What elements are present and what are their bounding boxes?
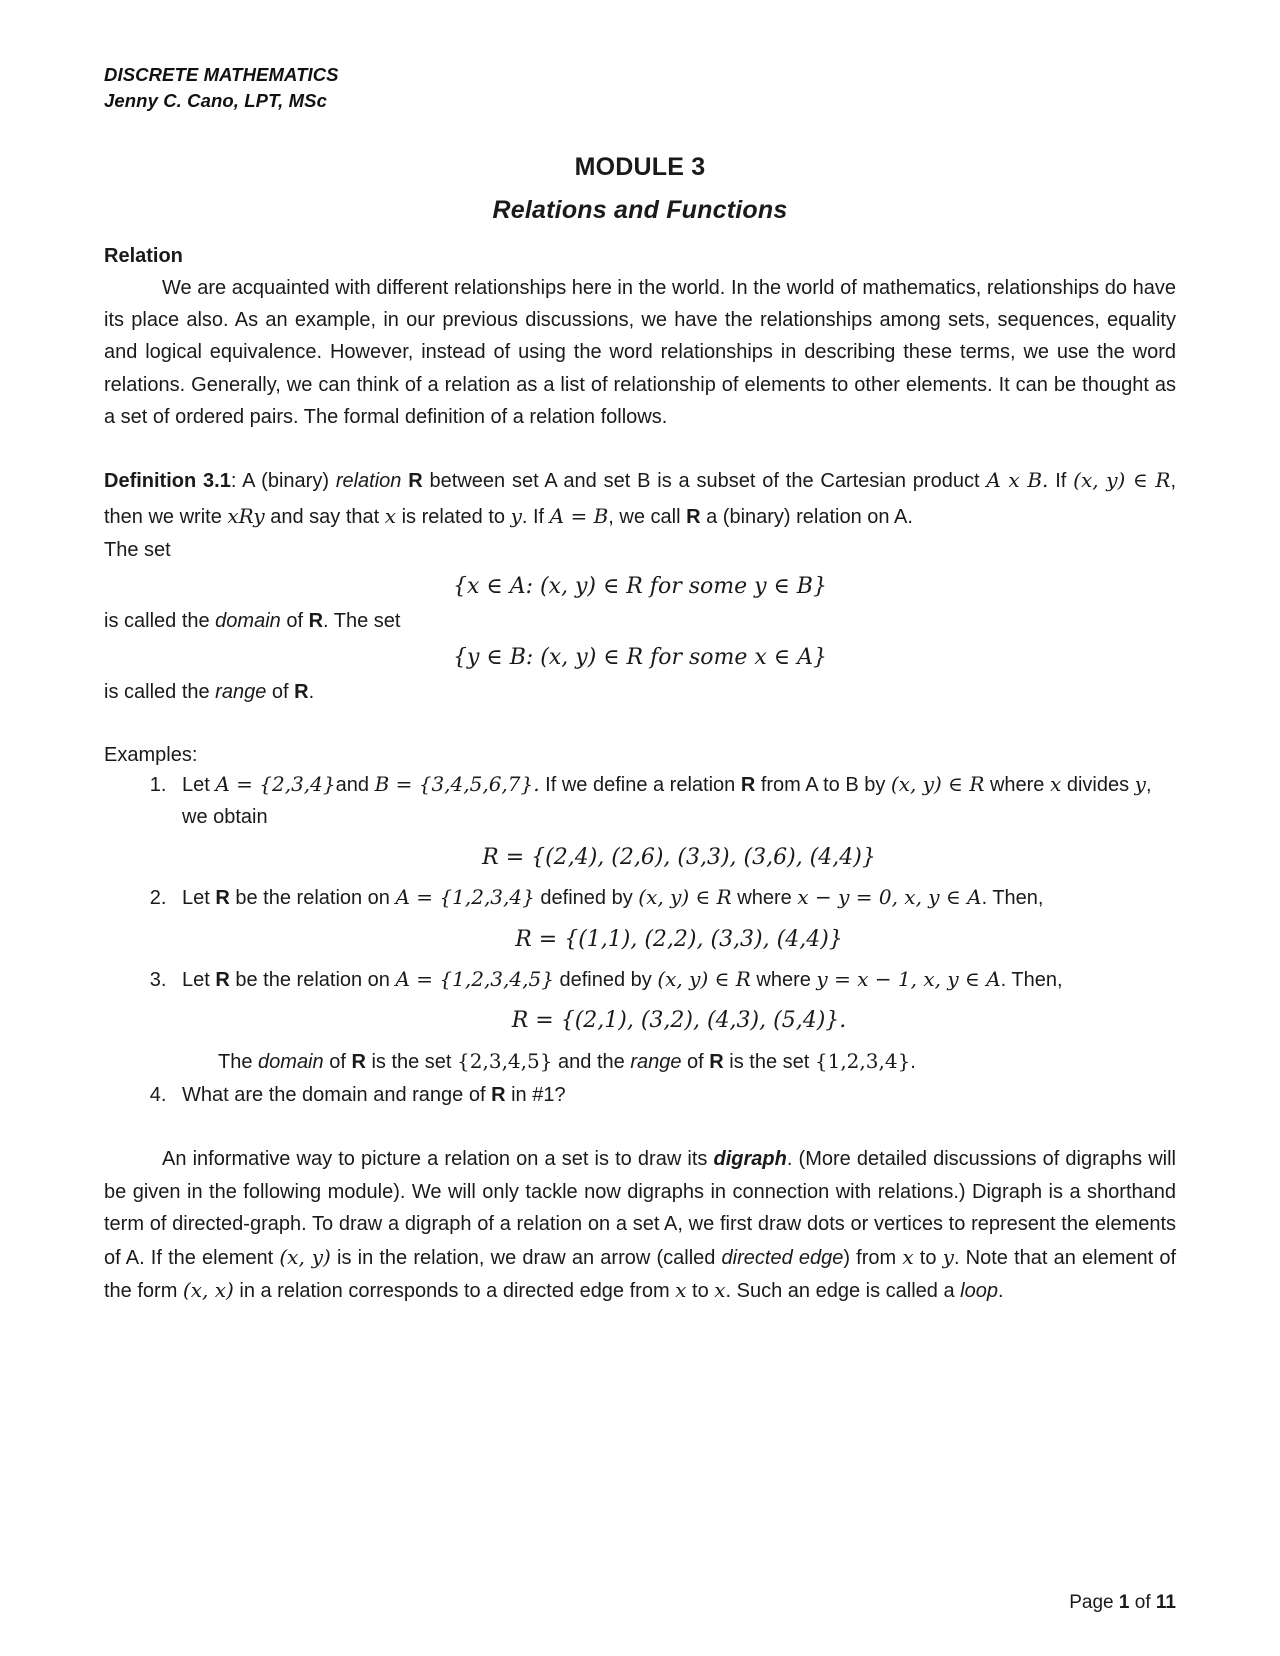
- example3-p5: . Then,: [1000, 968, 1063, 991]
- range-caption: [104, 676, 1176, 708]
- example1-var-x: x: [1049, 772, 1062, 797]
- example4-p1: What are the domain and range of: [182, 1083, 492, 1106]
- range-word: range: [215, 681, 267, 704]
- range-caption-pre: is called the: [104, 681, 216, 704]
- list-item: [172, 769, 1176, 876]
- intro-paragraph-text: We are acquainted with different relationships here in the world. In the world of mathematics, relationships do have its place also. As an example, in our previous discussions, we have the relationships among sets, sequences, equality and logical equivalence. However, instead of using the word relationships in describing these terms, we use the word relations. Generally, we can think of a relation as a list of relationship of elements to other elements. It can be thought as a set of ordered pairs. The formal definition of a relation follows.: [104, 276, 1176, 429]
- definition-text-6: is related to: [396, 505, 511, 528]
- directed-edge-word: directed edge: [721, 1246, 844, 1269]
- digraph-pair-xy: (x, y): [279, 1244, 331, 1269]
- example2-p5: . Then,: [981, 887, 1044, 910]
- spacer: [104, 433, 1176, 463]
- example3-domain-range-note: [218, 1045, 1176, 1078]
- footer-page-number: 1: [1118, 1592, 1130, 1613]
- digraph-var-x-2: x: [675, 1278, 687, 1303]
- definition-cartesian-product: A x B.: [986, 468, 1049, 493]
- list-item: [172, 1080, 1176, 1112]
- spacer: [104, 1113, 1176, 1143]
- digraph-text-1: An informative way to picture a relation on a set is to draw its: [162, 1148, 714, 1171]
- digraph-text-6: . Note that an element of the form: [104, 1246, 1177, 1303]
- definition-text-7: . If: [521, 505, 550, 528]
- example3-domain-word: domain: [258, 1050, 324, 1073]
- definition-a-equals-b: A = B: [549, 503, 609, 528]
- examples-list: [104, 769, 1176, 1111]
- example1-p1: Let: [182, 774, 216, 797]
- domain-caption-post: of: [280, 610, 309, 633]
- example1-set-a: A = {2,3,4}: [215, 772, 336, 797]
- digraph-text-3: is in the relation, we draw an arrow (called: [330, 1246, 722, 1269]
- definition-text-4: , then we write: [104, 470, 1176, 528]
- example3-range-set: {1,2,3,4}: [814, 1048, 911, 1073]
- example2-r-bold: R: [215, 887, 230, 910]
- footer-total-pages: 11: [1155, 1592, 1176, 1613]
- definition-text-3: If: [1048, 470, 1074, 493]
- list-item: [172, 882, 1176, 957]
- digraph-text-2: . (More detailed discussions of digraphs will be given in the following module). We will only tackle now digraphs in connection with relations.) Digraph is a shorthand term of directed-graph. To draw a digraph of a relation on a set A, we first draw dots or vertices to represent the elements of A. If the element: [104, 1148, 1176, 1269]
- definition-xry: xRy: [227, 503, 265, 528]
- digraph-var-x-3: x: [714, 1278, 726, 1303]
- digraph-text-5: to: [913, 1246, 943, 1269]
- module-title: MODULE 3: [574, 152, 706, 181]
- header-subject: DISCRETE MATHEMATICS: [104, 64, 339, 85]
- example3-p1: Let: [182, 968, 216, 991]
- digraph-var-y: y: [942, 1244, 954, 1269]
- domain-r-bold: R: [308, 610, 324, 633]
- example3-range-word: range: [630, 1050, 682, 1073]
- example3-set-a: A = {1,2,3,4,5}: [395, 966, 554, 991]
- section-heading: Relation: [104, 244, 183, 267]
- domain-caption: [104, 605, 1176, 637]
- definition-block: [104, 463, 1176, 534]
- module-subtitle: Relations and Functions: [492, 195, 788, 224]
- example3-p3: defined by: [553, 968, 658, 991]
- intro-paragraph: [104, 272, 1176, 434]
- range-caption-end: .: [308, 681, 315, 704]
- definition-var-y: y: [510, 503, 522, 528]
- range-set-equation: {y ∈ B: (x, y) ∈ R for some x ∈ A}: [453, 645, 827, 671]
- definition-r-2: R: [686, 505, 701, 528]
- example2-p2: be the relation on: [229, 887, 396, 910]
- example2-set-a: A = {1,2,3,4}: [395, 885, 535, 910]
- domain-caption-end: . The set: [323, 610, 401, 633]
- definition-var-x: x: [384, 503, 397, 528]
- example1-pair-in-r: (x, y) ∈ R: [890, 772, 985, 797]
- example1-p4: from A to B by: [755, 774, 891, 797]
- digraph-text-10: .: [997, 1280, 1004, 1303]
- digraph-word: digraph: [713, 1148, 787, 1171]
- digraph-pair-xx: (x, x): [182, 1278, 234, 1303]
- definition-relation-word: relation: [335, 470, 402, 493]
- domain-caption-pre: is called the: [104, 610, 216, 633]
- example3-note-6: is the set: [723, 1050, 815, 1073]
- example3-domain-set: {2,3,4,5}: [457, 1048, 553, 1073]
- example1-set-b: B = {3,4,5,6,7}.: [374, 772, 540, 797]
- example3-note-4: and the: [552, 1050, 631, 1073]
- example3-p2: be the relation on: [229, 968, 396, 991]
- example2-p3: defined by: [534, 887, 639, 910]
- definition-text-5: and say that: [264, 505, 385, 528]
- example1-var-y: y: [1134, 772, 1146, 797]
- example2-equation: R = {(1,1), (2,2), (3,3), (4,4)}: [515, 926, 843, 952]
- example1-p6: divides: [1061, 774, 1135, 797]
- footer-page-word: Page: [1069, 1592, 1114, 1613]
- example3-condition: y = x − 1, x, y ∈ A: [816, 966, 1001, 991]
- range-caption-post: of: [266, 681, 295, 704]
- example3-note-2: of: [323, 1050, 352, 1073]
- footer-of-word: of: [1134, 1592, 1151, 1613]
- header-author: Jenny C. Cano, LPT, MSc: [104, 90, 327, 112]
- example2-pair-in-r: (x, y) ∈ R: [638, 885, 732, 910]
- examples-label: Examples:: [104, 744, 198, 767]
- range-r-bold: R: [294, 681, 309, 704]
- page-footer: [1069, 1592, 1176, 1614]
- example3-note-5: of: [681, 1050, 710, 1073]
- definition-label: Definition 3.1: [104, 470, 231, 493]
- example2-p1: Let: [182, 887, 216, 910]
- example2-condition: x − y = 0, x, y ∈ A: [797, 885, 982, 910]
- digraph-text-9: . Such an edge is called a: [725, 1280, 961, 1303]
- example3-equation: R = {(2,1), (3,2), (4,3), (5,4)}.: [511, 1008, 847, 1034]
- the-set-line-1: The set: [104, 539, 171, 562]
- digraph-text-7: in a relation corresponds to a directed edge from: [233, 1280, 676, 1303]
- definition-text-9: a (binary) relation on A.: [700, 505, 913, 528]
- definition-text-2: between set A and set B is a subset of the Cartesian product: [422, 470, 987, 493]
- definition-text-8: , we call: [608, 505, 687, 528]
- example1-p7: , we obtain: [182, 774, 1152, 828]
- domain-set-equation: {x ∈ A: (x, y) ∈ R for some y ∈ B}: [453, 574, 827, 600]
- example3-pair-in-r: (x, y) ∈ R: [657, 966, 751, 991]
- example3-note-r-1: R: [351, 1050, 366, 1073]
- document-header: [104, 62, 1176, 115]
- example1-p3: If we define a relation: [539, 774, 741, 797]
- example1-p5: where: [984, 774, 1050, 797]
- example3-note-7: .: [910, 1050, 916, 1073]
- example3-note-3: is the set: [365, 1050, 458, 1073]
- example1-p2: and: [335, 774, 375, 797]
- loop-word: loop: [960, 1280, 998, 1303]
- digraph-paragraph: [104, 1143, 1176, 1307]
- definition-text-1: : A (binary): [230, 470, 336, 493]
- domain-word: domain: [215, 610, 281, 633]
- example1-equation: R = {(2,4), (2,6), (3,3), (3,6), (4,4)}: [482, 845, 876, 871]
- digraph-var-x: x: [902, 1244, 914, 1269]
- example1-r-bold: R: [740, 774, 756, 797]
- spacer: [104, 708, 1176, 738]
- digraph-text-4: ) from: [843, 1246, 903, 1269]
- example3-r-bold: R: [215, 968, 230, 991]
- example4-r-bold: R: [491, 1083, 506, 1106]
- definition-r-1: R: [408, 470, 423, 493]
- definition-pair-in-r: (x, y) ∈ R: [1073, 468, 1171, 493]
- example3-note-1: The: [218, 1050, 259, 1073]
- example2-p4: where: [731, 887, 798, 910]
- example3-p4: where: [750, 968, 817, 991]
- digraph-text-8: to: [686, 1280, 715, 1303]
- list-item: [172, 964, 1176, 1078]
- example4-p2: in #1?: [505, 1083, 566, 1106]
- example3-note-r-2: R: [709, 1050, 724, 1073]
